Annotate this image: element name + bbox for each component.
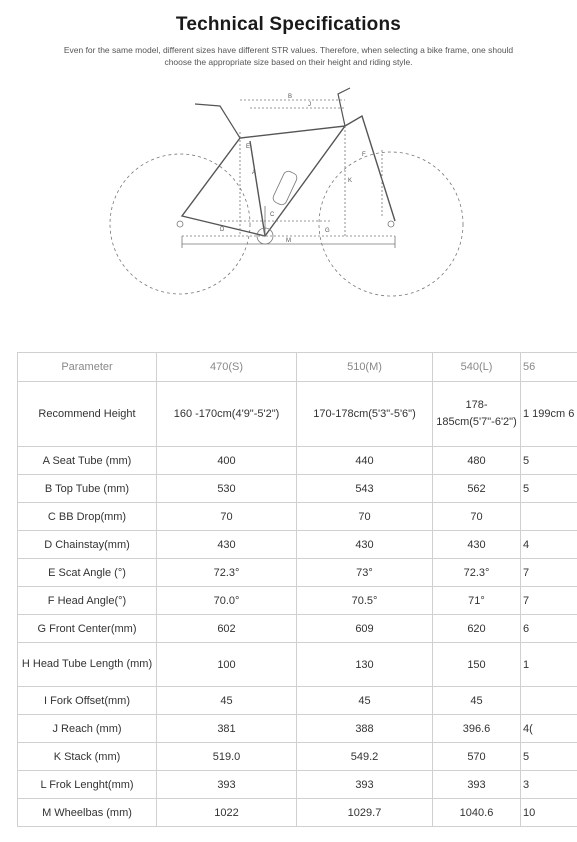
cell-value: 430 — [433, 531, 521, 559]
table-row — [18, 559, 577, 587]
cell-value: 430 — [157, 531, 297, 559]
cell-value: 45 — [157, 687, 297, 715]
header-size-m: 510(M) — [297, 353, 433, 382]
dim-label-k: K — [348, 178, 353, 184]
cell-value: 72.3° — [157, 559, 297, 587]
cell-value: 1029.7 — [297, 799, 433, 827]
row-label: M Wheelbas (mm) — [18, 799, 157, 827]
cell-value: 393 — [297, 771, 433, 799]
cell-value: 70.5° — [297, 587, 433, 615]
dim-label-d: D — [220, 227, 225, 233]
cell-value: 5 — [521, 447, 577, 475]
table-row — [18, 382, 577, 447]
cell-value: 1 199cm 6 — [521, 382, 577, 447]
cell-value: 170-178cm(5'3"-5'6") — [297, 382, 433, 447]
cell-value: 430 — [297, 531, 433, 559]
cell-value: 480 — [433, 447, 521, 475]
cell-value: 178-185cm(5'7"-6'2") — [433, 382, 521, 447]
rear-wheel — [110, 154, 250, 294]
table-row — [18, 475, 577, 503]
table-row — [18, 799, 577, 827]
row-label: L Frok Lenght(mm) — [18, 771, 157, 799]
cell-value: 45 — [297, 687, 433, 715]
cell-value: 609 — [297, 615, 433, 643]
cell-value: 70.0° — [157, 587, 297, 615]
cell-value: 71° — [433, 587, 521, 615]
cell-value: 5 — [521, 475, 577, 503]
cell-value: 70 — [157, 503, 297, 531]
dim-label-f: F — [362, 152, 366, 158]
cell-value: 570 — [433, 743, 521, 771]
cell-value: 1022 — [157, 799, 297, 827]
dim-label-e: E — [246, 144, 251, 150]
dim-label-m: M — [286, 238, 291, 244]
cell-value: 530 — [157, 475, 297, 503]
bike-geometry-diagram — [100, 86, 480, 298]
row-label: J Reach (mm) — [18, 715, 157, 743]
cell-value: 3 — [521, 771, 577, 799]
cell-value: 10 — [521, 799, 577, 827]
page-title: Technical Specifications — [175, 14, 402, 35]
cell-value: 388 — [297, 715, 433, 743]
dim-label-c: C — [270, 212, 275, 218]
row-label: G Front Center(mm) — [18, 615, 157, 643]
row-label: E Scat Angle (°) — [18, 559, 157, 587]
dim-label-a: A — [252, 170, 257, 176]
dim-label-j: J — [308, 102, 311, 108]
cell-value: 6 — [521, 615, 577, 643]
page-subtitle: Even for the same model, different sizes have different STR values. Therefore, when selecting a bike frame, one should choose the appropriate size based on their height and riding style. — [63, 45, 514, 67]
header-size-xl: 56 — [521, 353, 577, 382]
cell-value: 70 — [297, 503, 433, 531]
table-row — [18, 643, 577, 687]
cell-value: 562 — [433, 475, 521, 503]
table-row — [18, 615, 577, 643]
table-row — [18, 447, 577, 475]
cell-value: 381 — [157, 715, 297, 743]
table-header-row — [18, 353, 577, 382]
row-label: D Chainstay(mm) — [18, 531, 157, 559]
cell-value: 150 — [433, 643, 521, 687]
cell-value: 4 — [521, 531, 577, 559]
table-row — [18, 743, 577, 771]
cell-value: 130 — [297, 643, 433, 687]
table-row — [18, 771, 577, 799]
header-parameter: Parameter — [18, 353, 157, 382]
row-label: I Fork Offset(mm) — [18, 687, 157, 715]
spec-table — [17, 352, 577, 832]
cell-value — [521, 503, 577, 531]
cell-value: 440 — [297, 447, 433, 475]
table-row — [18, 687, 577, 715]
cell-value: 72.3° — [433, 559, 521, 587]
cell-value: 602 — [157, 615, 297, 643]
cell-value: 400 — [157, 447, 297, 475]
dim-label-g: G — [325, 228, 330, 234]
cell-value: 1040.6 — [433, 799, 521, 827]
cell-value: 4( — [521, 715, 577, 743]
cell-value: 100 — [157, 643, 297, 687]
table-row — [18, 715, 577, 743]
row-label: K Stack (mm) — [18, 743, 157, 771]
row-label: C BB Drop(mm) — [18, 503, 157, 531]
cell-value: 73° — [297, 559, 433, 587]
table-row — [18, 503, 577, 531]
header-size-s: 470(S) — [157, 353, 297, 382]
cell-value — [521, 687, 577, 715]
cell-value: 5 — [521, 743, 577, 771]
cell-value: 620 — [433, 615, 521, 643]
cell-value: 543 — [297, 475, 433, 503]
cell-value: 45 — [433, 687, 521, 715]
cell-value: 160 -170cm(4'9"-5'2") — [157, 382, 297, 447]
cell-value: 549.2 — [297, 743, 433, 771]
cell-value: 396.6 — [433, 715, 521, 743]
row-label: Recommend Height — [18, 382, 157, 447]
table-row — [18, 531, 577, 559]
row-label: H Head Tube Length (mm) — [18, 643, 157, 687]
row-label: A Seat Tube (mm) — [18, 447, 157, 475]
cell-value: 7 — [521, 559, 577, 587]
cell-value: 70 — [433, 503, 521, 531]
cell-value: 393 — [433, 771, 521, 799]
row-label: B Top Tube (mm) — [18, 475, 157, 503]
front-wheel — [319, 152, 463, 296]
table-row — [18, 587, 577, 615]
row-label: F Head Angle(°) — [18, 587, 157, 615]
header-size-l: 540(L) — [433, 353, 521, 382]
dim-label-b: B — [288, 94, 293, 100]
cell-value: 1 — [521, 643, 577, 687]
cell-value: 519.0 — [157, 743, 297, 771]
cell-value: 393 — [157, 771, 297, 799]
cell-value: 7 — [521, 587, 577, 615]
